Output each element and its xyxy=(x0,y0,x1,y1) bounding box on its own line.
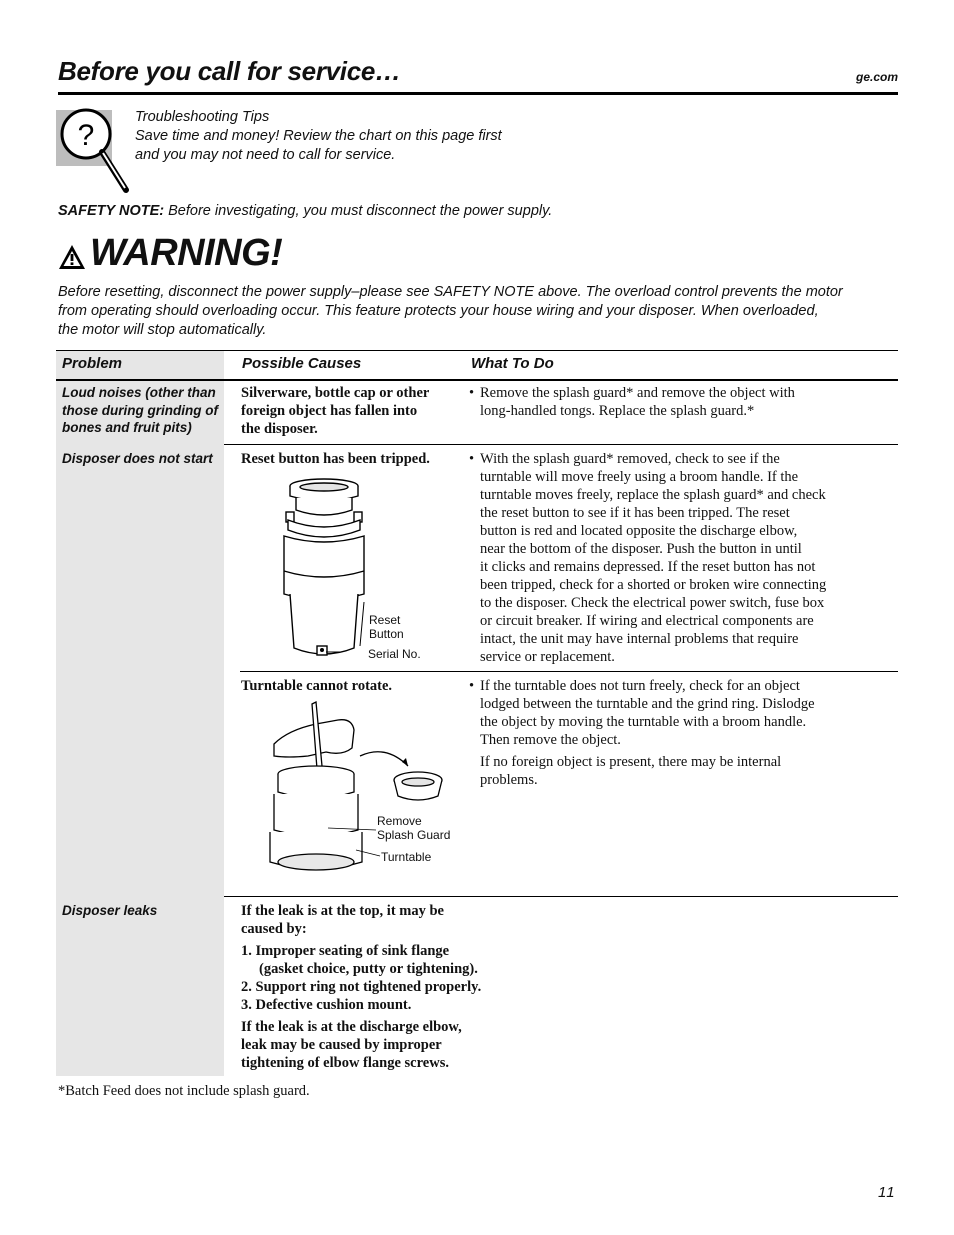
cause-list-item: (gasket choice, putty or tightening). xyxy=(259,961,478,977)
tips-line: and you may not need to call for service. xyxy=(135,147,396,163)
header-problem: Problem xyxy=(62,355,123,372)
todo-line: intact, the unit may have internal problems that require xyxy=(480,631,799,647)
header-todo: What To Do xyxy=(471,355,554,372)
todo-dislodge-object xyxy=(469,677,815,789)
label-serial-no: Serial No. xyxy=(368,647,421,661)
page-title: Before you call for service… xyxy=(58,56,401,86)
todo-line: problems. xyxy=(480,772,538,788)
label-splash-guard: Splash Guard xyxy=(377,828,451,842)
cause-line: foreign object has fallen into xyxy=(241,403,418,419)
todo-line: service or replacement. xyxy=(480,649,615,665)
todo-line: Remove the splash guard* and remove the object with xyxy=(480,385,795,401)
safety-note xyxy=(58,203,552,219)
header-causes: Possible Causes xyxy=(242,355,362,372)
warning-triangle-icon xyxy=(58,244,86,270)
todo-line: If no foreign object is present, there may be internal xyxy=(480,754,782,770)
todo-line: it clicks and remains depressed. If the reset button has not xyxy=(480,559,816,575)
problem-line: Disposer leaks xyxy=(62,903,158,918)
problem-line: bones and fruit pits) xyxy=(62,420,192,435)
todo-line: button is red and located opposite the discharge elbow, xyxy=(480,523,798,539)
cause-list-item: 3. Defective cushion mount. xyxy=(241,997,412,1013)
bullet: • xyxy=(469,451,475,467)
todo-line: or circuit breaker. If wiring and electrical components are xyxy=(480,613,814,629)
label-reset: Reset xyxy=(369,613,401,627)
bullet: • xyxy=(469,678,475,694)
cause-reset-tripped xyxy=(241,450,430,468)
tips-line: Save time and money! Review the chart on this page first xyxy=(135,128,502,144)
disposer-reset-illustration xyxy=(276,476,376,668)
cause-line: Reset button has been tripped. xyxy=(241,451,430,467)
warning-line: from operating should overloading occur. This feature protects your house wiring and your disposer. When overloaded, xyxy=(58,303,819,319)
footnote: *Batch Feed does not include splash guard. xyxy=(58,1083,310,1099)
todo-line: the object by moving the turntable with a broom handle. xyxy=(480,714,807,730)
todo-check-turntable xyxy=(469,450,826,666)
page-header xyxy=(58,52,898,95)
problem-disposer-leaks xyxy=(62,902,157,920)
cause-line: the disposer. xyxy=(241,421,318,437)
cause-list-item: 2. Support ring not tightened properly. xyxy=(241,979,482,995)
row-rule xyxy=(240,671,898,672)
row-rule xyxy=(224,896,898,897)
cause-line: If the leak is at the top, it may be xyxy=(241,903,444,919)
todo-line: turntable moves freely, replace the splash guard* and check xyxy=(480,487,826,503)
cause-list-item: 1. Improper seating of sink flange xyxy=(241,943,450,959)
row-rule xyxy=(224,444,898,445)
todo-line: to the disposer. Check the electrical power switch, fuse box xyxy=(480,595,825,611)
safety-note-label: SAFETY NOTE: xyxy=(58,203,165,219)
cause-line: Turntable cannot rotate. xyxy=(241,678,393,694)
todo-line: turntable will move freely using a broom handle. If the xyxy=(480,469,799,485)
bullet: • xyxy=(469,385,475,401)
table-header-rule xyxy=(56,379,898,381)
problem-loud-noises xyxy=(62,384,218,437)
label-button: Button xyxy=(369,627,404,641)
warning-line: the motor will stop automatically. xyxy=(58,322,267,338)
svg-text:?: ? xyxy=(77,119,95,152)
todo-line: the reset button to see if it has been tripped. The reset xyxy=(480,505,790,521)
page-number: 11 xyxy=(878,1184,896,1201)
cause-turntable-cannot-rotate xyxy=(241,677,392,695)
todo-line: near the bottom of the disposer. Push the button in until xyxy=(480,541,802,557)
todo-line: With the splash guard* removed, check to see if the xyxy=(480,451,780,467)
todo-line: long-handled tongs. Replace the splash guard.* xyxy=(480,403,755,419)
table-top-rule xyxy=(56,350,898,351)
problem-line: Disposer does not start xyxy=(62,451,213,466)
tips-heading: Troubleshooting Tips xyxy=(135,109,270,125)
label-remove: Remove xyxy=(377,814,422,828)
todo-line: If the turntable does not turn freely, check for an object xyxy=(480,678,800,694)
site-url: ge.com xyxy=(855,70,898,84)
label-turntable: Turntable xyxy=(381,850,432,864)
problem-does-not-start xyxy=(62,450,213,468)
cause-line: caused by: xyxy=(241,921,307,937)
problem-line: Loud noises (other than xyxy=(62,385,216,400)
todo-line: Then remove the object. xyxy=(480,732,621,748)
safety-note-text: Before investigating, you must disconnect the power supply. xyxy=(168,203,553,219)
problem-line: those during grinding of xyxy=(62,402,218,418)
cause-line: tightening of elbow flange screws. xyxy=(241,1055,449,1071)
todo-remove-object xyxy=(469,384,795,420)
cause-line: leak may be caused by improper xyxy=(241,1037,442,1053)
warning-line: Before resetting, disconnect the power supply–please see SAFETY NOTE above. The overload control prevents the motor xyxy=(58,284,843,300)
cause-leaks xyxy=(241,902,481,1072)
question-magnifier-icon xyxy=(56,106,134,194)
cause-foreign-object xyxy=(241,384,429,438)
warning-text xyxy=(58,283,908,340)
todo-line: been tripped, check for a shorted or broken wire connecting xyxy=(480,577,827,593)
cause-line: If the leak is at the discharge elbow, xyxy=(241,1019,462,1035)
warning-title: WARNING! xyxy=(90,232,283,274)
cause-line: Silverware, bottle cap or other xyxy=(241,385,430,401)
troubleshooting-tips xyxy=(135,108,502,165)
todo-line: lodged between the turntable and the grind ring. Dislodge xyxy=(480,696,815,712)
